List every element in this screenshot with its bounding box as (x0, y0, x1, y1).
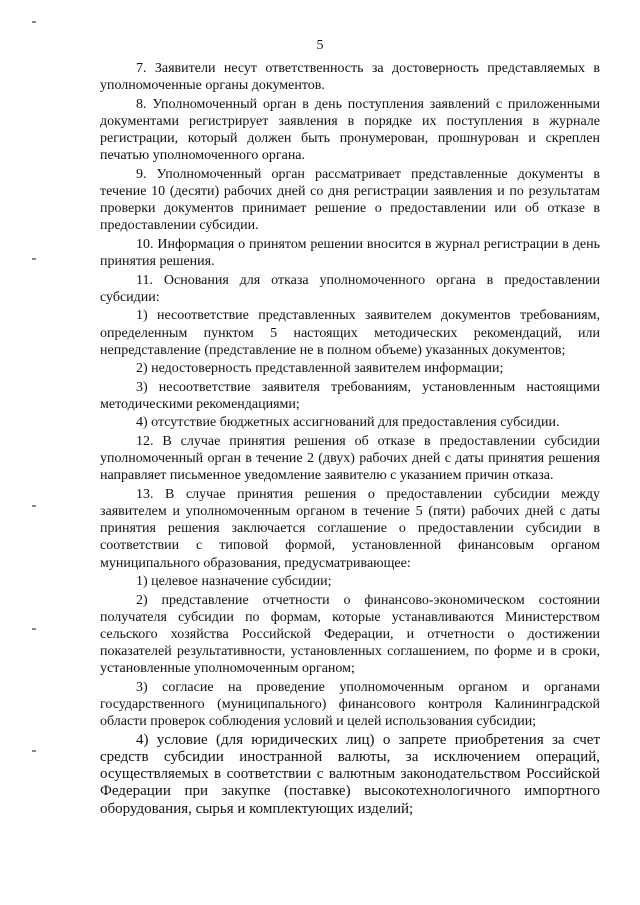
list-item-11-4: 4) отсутствие бюджетных ассигнований для предоставления субсидии. (136, 415, 560, 431)
paragraph-12: 12. В случае принятия решения об отказе в предоставлении субсидии уполномоченный орган в течение 2 (двух) рабочих дней с даты принятия решения направляет письменное уведомление заявителю с указанием причин отказа. (100, 433, 600, 484)
paragraph-9: 9. Уполномоченный орган рассматривает представленные документы в течение 10 (десяти) рабочих дней со дня регистрации заявления и по результатам проверки документов принимает решение о предоставлении или об отказе в предоставлении субсидии. (100, 166, 600, 234)
list-item-13-2: 2) представление отчетности о финансово-экономическом состоянии получателя субсидии по формам, которые устанавливаются Министерством сельского хозяйства Российской Федерации, и отчетности о достижении показателей результативности, установленных соглашением, по форме и в сроки, установленные уполномоченным органом; (100, 592, 600, 677)
margin-mark (32, 628, 36, 630)
document-body (100, 60, 600, 819)
paragraph-13: 13. В случае принятия решения о предоставлении субсидии между заявителем и уполномоченным органом в течение 5 (пяти) рабочих дней с даты принятия решения заключается соглашение о предоставлении субсидии в соответствии с типовой формой, установленной финансовым органом муниципального образования, предусматривающее: (100, 486, 600, 571)
paragraph-8: 8. Уполномоченный орган в день поступления заявлений с приложенными документами регистрирует заявления в порядке их поступления в журнале регистрации, который должен быть пронумерован, прошнурован и скреплен печатью уполномоченного органа. (100, 96, 600, 164)
page-number: 5 (316, 38, 324, 53)
paragraph-10: 10. Информация о принятом решении вносится в журнал регистрации в день принятия решения. (100, 236, 600, 270)
list-item-11-3: 3) несоответствие заявителя требованиям, установленным настоящими методическими рекомендациями; (100, 379, 600, 412)
paragraph-11: 11. Основания для отказа уполномоченного органа в предоставлении субсидии: (100, 272, 600, 305)
list-item-13-3: 3) согласие на проведение уполномоченным органом и органами государственного (муниципального) финансового контроля Калининградской области проверок соблюдения условий и целей использования субсидии; (100, 679, 600, 730)
paragraph-7: 7. Заявители несут ответственность за достоверность представляемых в уполномоченные органы документов. (100, 61, 600, 94)
margin-mark (32, 21, 36, 23)
margin-mark (32, 505, 36, 507)
list-item-11-2: 2) недостоверность представленной заявителем информации; (136, 361, 504, 377)
list-item-11-1: 1) несоответствие представленных заявителем документов требованиям, определенным пунктом 5 настоящих методических рекомендаций, или непредставление (представление не в полном объеме) указанных документов; (100, 308, 600, 358)
list-item-13-1: 1) целевое назначение субсидии; (136, 574, 332, 590)
margin-mark (32, 258, 36, 260)
list-item-13-4: 4) условие (для юридических лиц) о запрете приобретения за счет средств субсидии иностранной валюты, за исключением операций, осуществляемых в соответствии с валютным законодательством Российской Федерации при закупке (поставке) высокотехнологичного импортного оборудования, сырья и комплектующих изделий; (100, 731, 600, 817)
margin-mark (32, 750, 36, 752)
